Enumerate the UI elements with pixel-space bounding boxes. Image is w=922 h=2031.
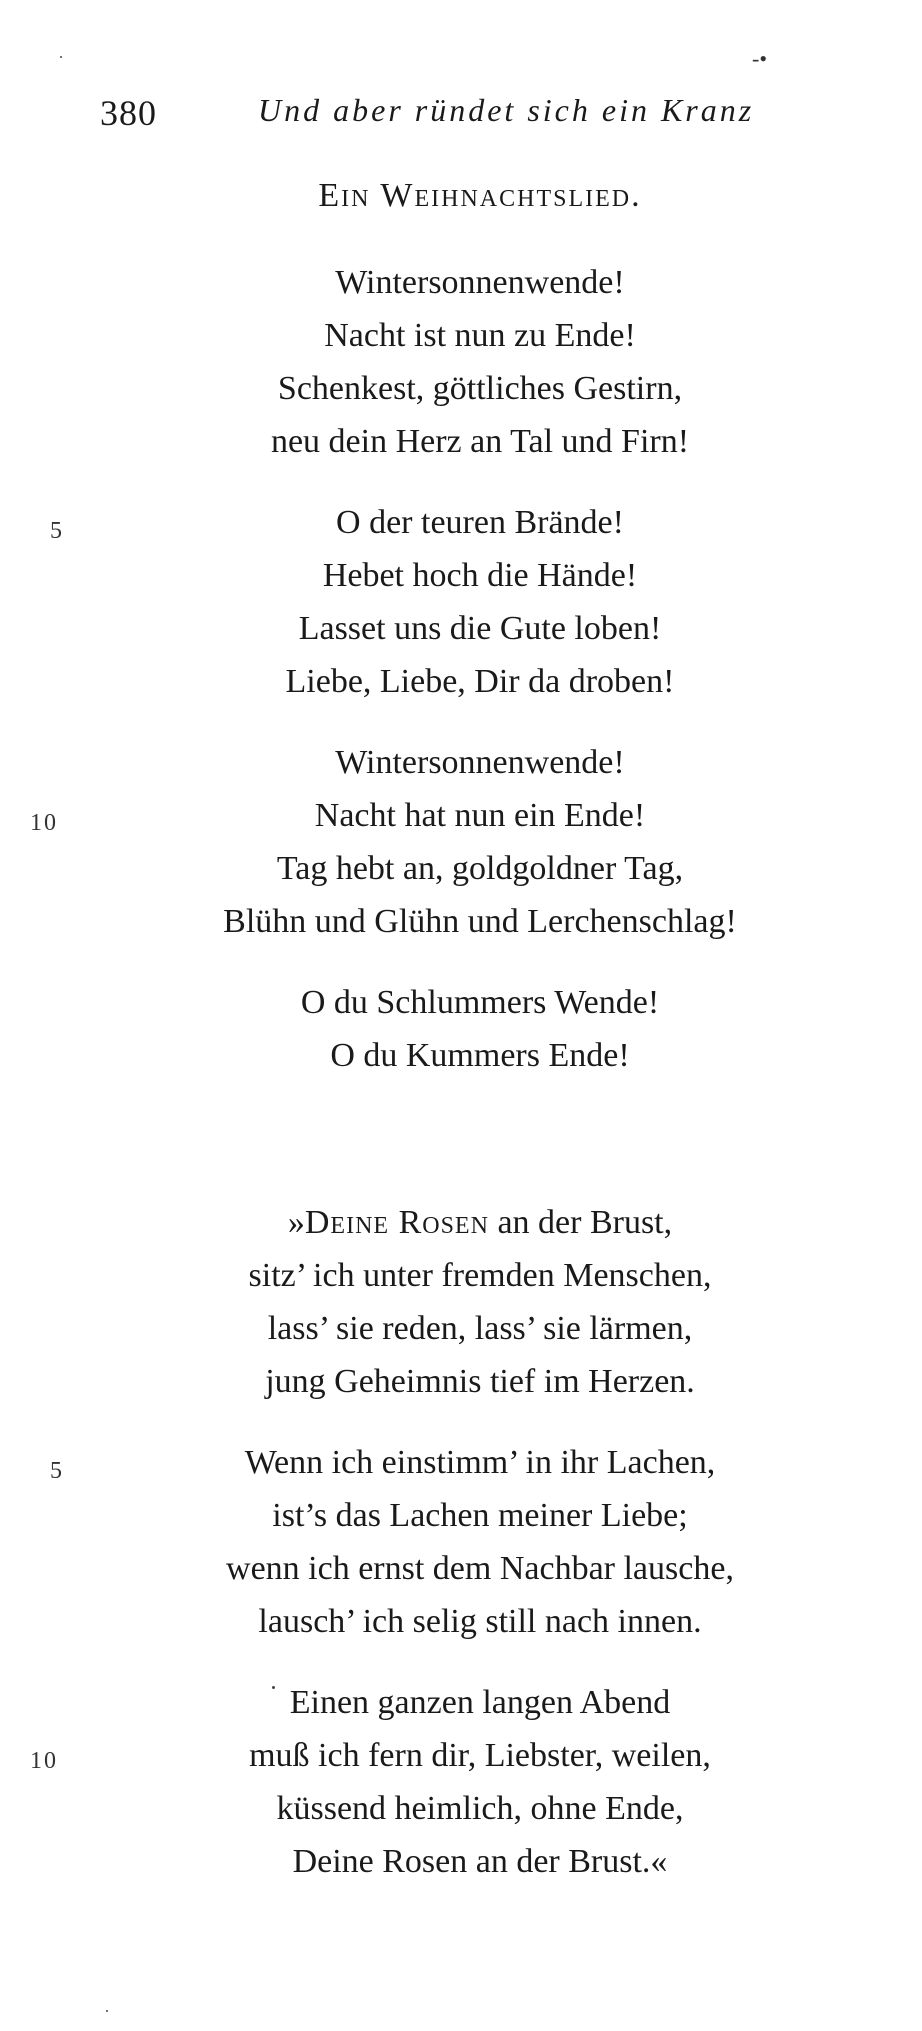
verse-line: Wintersonnenwende! <box>335 744 625 781</box>
line-number: 5 <box>50 1458 64 1484</box>
verse-line: Lasset uns die Gute loben! <box>298 610 662 647</box>
opening-guillemet: » <box>287 1204 305 1241</box>
stanza-3 <box>140 736 820 948</box>
stanza-2b <box>140 1436 820 1648</box>
stanza-1 <box>140 256 820 468</box>
verse-line: O du Kummers Ende! <box>330 1037 630 1074</box>
verse-line-first <box>140 1196 820 1249</box>
verse-line: Hebet hoch die Hände! <box>322 557 638 594</box>
verse-line: sitz’ ich unter fremden Menschen, <box>248 1257 712 1294</box>
verse-line: Tag hebt an, goldgoldner Tag, <box>276 850 684 887</box>
verse-line: muß ich fern dir, Liebster, weilen, <box>249 1737 711 1774</box>
poem-deine-rosen <box>140 1196 820 1408</box>
line-number: 10 <box>30 1748 58 1774</box>
corner-mark: -• <box>752 46 768 71</box>
verse-line: neu dein Herz an Tal und Firn! <box>270 423 690 460</box>
verse-line: Nacht ist nun zu Ende! <box>324 317 636 354</box>
verse-line: lass’ sie reden, lass’ sie lärmen, <box>267 1310 693 1347</box>
verse-line: Blühn und Glühn und Lerchenschlag! <box>223 903 737 940</box>
stanza-3b <box>140 1676 820 1888</box>
verse-line: Wintersonnenwende! <box>335 264 625 301</box>
paper-speck <box>60 56 62 58</box>
verse-line: küssend heimlich, ohne Ende, <box>276 1790 684 1827</box>
running-title: Und aber ründet sich ein Kranz <box>258 92 755 128</box>
verse-line: lausch’ ich selig still nach innen. <box>258 1603 702 1640</box>
verse-line: wenn ich ernst dem Nachbar lausche, <box>226 1550 734 1587</box>
verse-line: ist’s das Lachen meiner Liebe; <box>272 1497 688 1534</box>
verse-line: Wenn ich einstimm’ in ihr Lachen, <box>244 1444 716 1481</box>
paper-speck <box>272 1686 275 1689</box>
poem-title: Ein Weihnachtslied. <box>318 177 642 214</box>
stanza-4 <box>140 976 820 1082</box>
line-number: 5 <box>50 518 64 544</box>
verse-line: Schenkest, göttliches Gestirn, <box>277 370 683 407</box>
verse-line: O du Schlummers Wende! <box>300 984 660 1021</box>
verse-line: Einen ganzen langen Abend <box>289 1684 671 1721</box>
first-words-caps: Deine Rosen <box>304 1204 489 1241</box>
stanza-2 <box>140 496 820 708</box>
verse-line: jung Geheimnis tief im Herzen. <box>265 1363 695 1400</box>
paper-speck <box>106 2010 108 2012</box>
verse-line: Nacht hat nun ein Ende! <box>314 797 646 834</box>
page-number: 380 <box>100 93 157 133</box>
poem-weihnachtslied <box>140 176 820 216</box>
first-line-rest: an der Brust, <box>488 1204 673 1241</box>
verse-line: Liebe, Liebe, Dir da droben! <box>285 663 675 700</box>
line-number: 10 <box>30 810 58 836</box>
verse-line: O der teuren Brände! <box>336 504 624 541</box>
verse-line: Deine Rosen an der Brust.« <box>292 1843 668 1880</box>
